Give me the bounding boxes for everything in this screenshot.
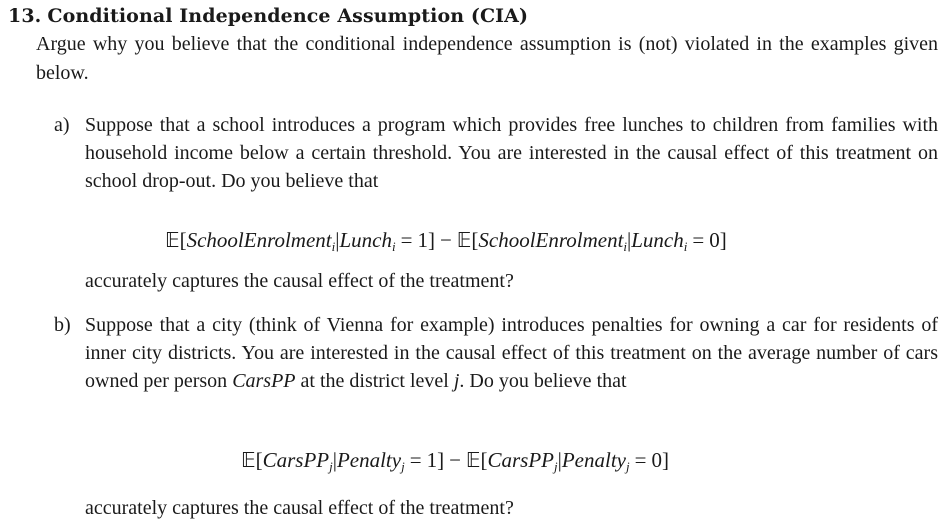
expectation-symbol: 𝔼 bbox=[465, 448, 481, 472]
item-a-label: a) bbox=[54, 114, 70, 136]
item-b-text-end: . Do you believe that bbox=[459, 370, 627, 392]
item-b-index: j bbox=[453, 370, 460, 392]
equation-a: 𝔼[SchoolEnrolment$_i$|Lunch$_i$ = 1] − 𝔼[SchoolEnrolment$_i$|Lunch$_i$ = 0] bbox=[165, 228, 727, 254]
outcome-variable: SchoolEnrolment bbox=[186, 228, 332, 252]
section-heading bbox=[8, 3, 528, 29]
treatment-index: i bbox=[391, 239, 396, 254]
item-a-text: Suppose that a school introduces a program which provides free lunches to children from families with household income below a certain threshold. You are interested in the causal effect of this treatment on school drop-out. Do you believe that bbox=[85, 114, 938, 192]
outcome-index: j bbox=[554, 459, 558, 474]
outcome-variable: SchoolEnrolment bbox=[478, 228, 624, 252]
item-b-label: b) bbox=[54, 314, 71, 336]
treatment-variable: Penalty bbox=[336, 448, 402, 472]
treatment-index: j bbox=[626, 459, 630, 474]
section-intro: Argue why you believe that the conditional independence assumption is (not) violated in the examples given below. bbox=[36, 33, 938, 84]
treatment-value-zero: 0 bbox=[651, 448, 662, 472]
item-b-text-start: Suppose that a city (think of Vienna for example) introduces penalties for owning a car for residents of inner city districts. You are interested in the causal effect of this treatment on the average number of cars owned per person bbox=[85, 314, 938, 392]
expectation-symbol: 𝔼 bbox=[165, 228, 180, 252]
outcome-index: i bbox=[623, 239, 628, 254]
item-b-text-middle: at the district level bbox=[295, 370, 454, 392]
treatment-value-one: 1 bbox=[417, 228, 428, 252]
equals-sign: = bbox=[692, 228, 705, 252]
minus-sign: − bbox=[449, 448, 461, 472]
section-title: Conditional Independence Assumption (CIA) bbox=[47, 5, 529, 27]
expectation-symbol: 𝔼 bbox=[241, 448, 256, 472]
treatment-variable: Lunch bbox=[631, 228, 684, 252]
equals-sign: = bbox=[400, 228, 413, 252]
item-a-followup: accurately captures the causal effect of the treatment? bbox=[85, 270, 514, 292]
outcome-variable: CarsPP bbox=[262, 448, 330, 472]
item-b-variable: CarsPP bbox=[232, 370, 296, 392]
outcome-index: i bbox=[331, 239, 336, 254]
equals-sign: = bbox=[409, 448, 422, 472]
item-b-text bbox=[85, 311, 938, 395]
item-b-followup: accurately captures the causal effect of the treatment? bbox=[85, 497, 514, 519]
expectation-symbol: 𝔼 bbox=[456, 228, 472, 252]
treatment-variable: Lunch bbox=[339, 228, 392, 252]
treatment-value-zero: 0 bbox=[709, 228, 720, 252]
treatment-index: i bbox=[683, 239, 688, 254]
treatment-value-one: 1 bbox=[426, 448, 438, 472]
treatment-index: j bbox=[401, 459, 405, 474]
minus-sign: − bbox=[439, 228, 452, 252]
outcome-variable: CarsPP bbox=[487, 448, 555, 472]
equation-b: 𝔼[CarsPP$_j$|Penalty$_j$ = 1] − 𝔼[CarsPP$_j$|Penalty$_j$ = 0] bbox=[241, 448, 669, 474]
equals-sign: = bbox=[634, 448, 647, 472]
section-number: 13. bbox=[8, 5, 42, 27]
treatment-variable: Penalty bbox=[561, 448, 626, 472]
outcome-index: j bbox=[329, 459, 333, 474]
